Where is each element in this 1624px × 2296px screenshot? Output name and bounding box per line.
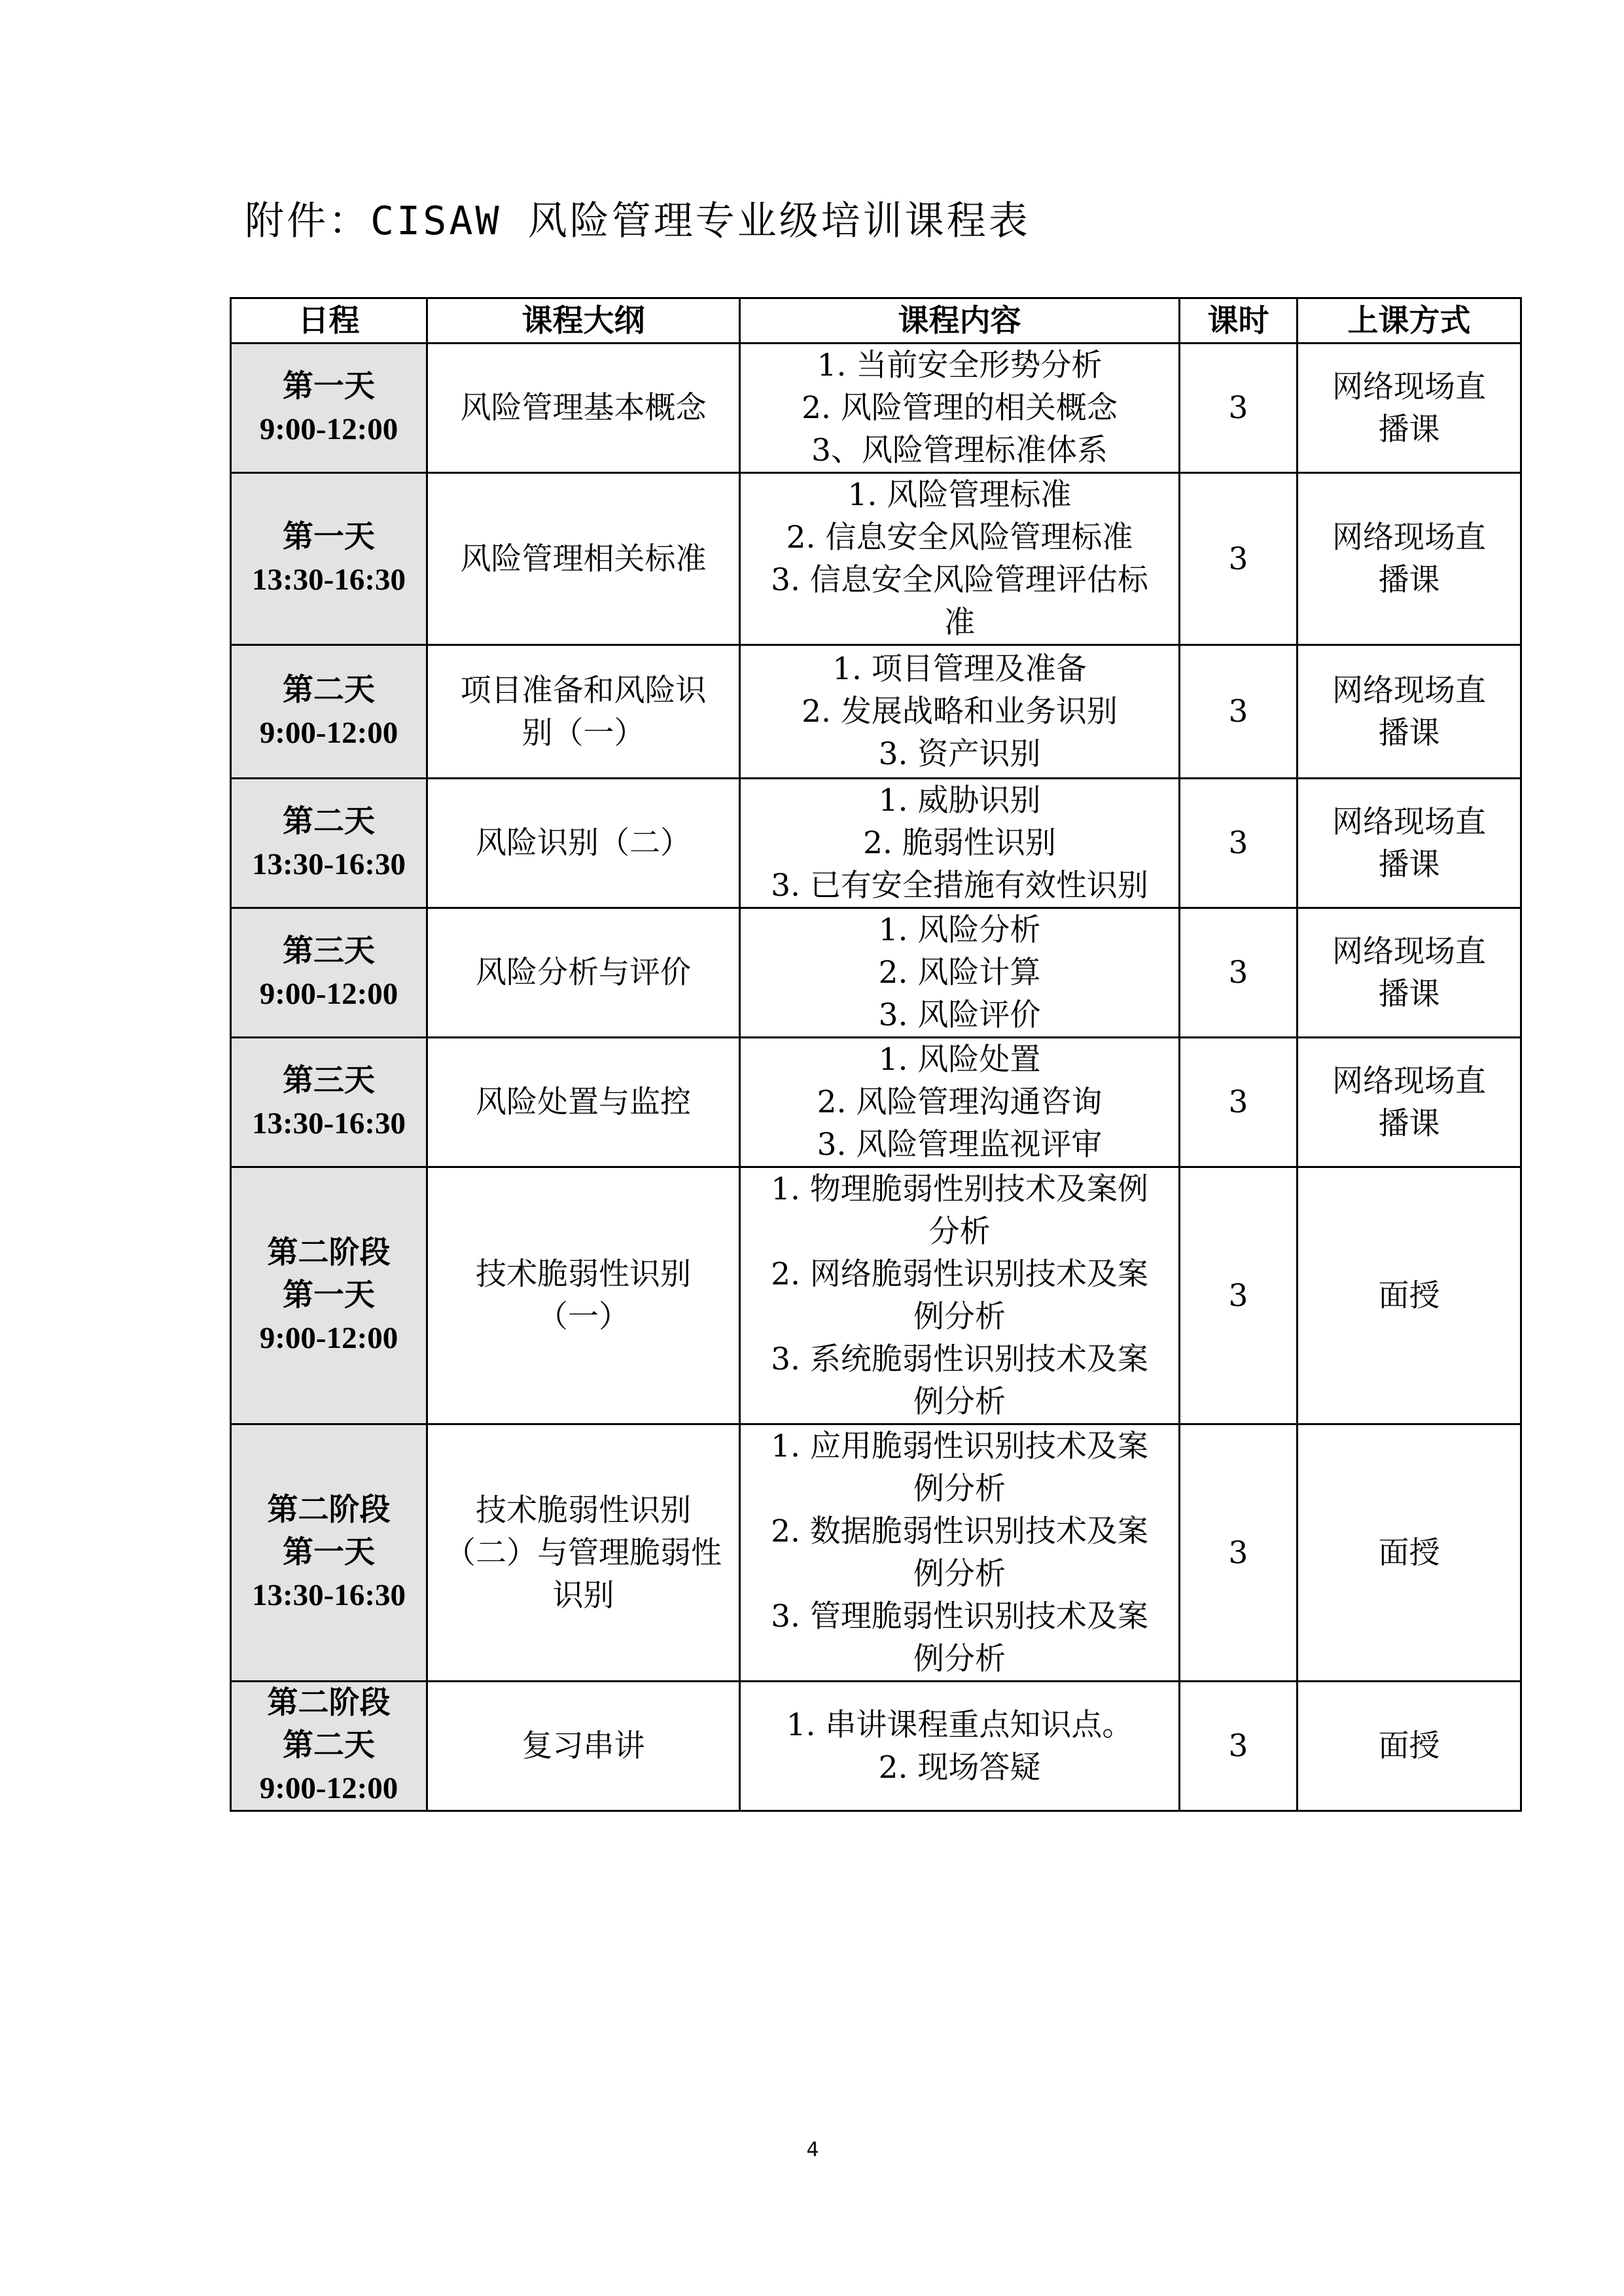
- header-content: 课程内容: [740, 298, 1180, 344]
- outline-text: （一）: [537, 1299, 629, 1335]
- content-item: 1. 威胁识别: [878, 783, 1041, 819]
- mode-text: 播课: [1378, 715, 1440, 751]
- outline-text: 项目准备和风险识: [460, 672, 707, 709]
- content-item: 分析: [928, 1214, 991, 1250]
- mode-cell: [1297, 908, 1521, 1038]
- day-cell: [231, 645, 427, 779]
- time-label: 9:00-12:00: [259, 1320, 398, 1355]
- day-label: 第三天: [283, 934, 375, 968]
- content-item: 2. 风险管理沟通咨询: [817, 1084, 1103, 1120]
- content-cell: [740, 908, 1180, 1038]
- day-cell: [231, 908, 427, 1038]
- outline-text: 别（一）: [521, 715, 645, 751]
- table-row: [231, 908, 1521, 1038]
- content-item: 3. 风险管理监视评审: [817, 1127, 1103, 1163]
- table-row: [231, 473, 1521, 645]
- content-item: 准: [944, 605, 975, 641]
- time-label: 13:30-16:30: [252, 1578, 406, 1612]
- time-label: 9:00-12:00: [259, 412, 398, 446]
- day-label: 第一天: [283, 1535, 375, 1570]
- hours-cell: 3: [1180, 645, 1297, 779]
- mode-text: 网络现场直: [1332, 520, 1486, 556]
- content-cell: [740, 779, 1180, 908]
- outline-text: 风险分析与评价: [476, 955, 691, 991]
- mode-text: 网络现场直: [1332, 1063, 1486, 1099]
- hours-cell: 3: [1180, 1682, 1297, 1811]
- table-row: [231, 645, 1521, 779]
- page-title: 附件：CISAW 风险管理专业级培训课程表: [245, 198, 1031, 244]
- hours-cell: 3: [1180, 908, 1297, 1038]
- day-label: 第三天: [283, 1063, 375, 1098]
- time-label: 13:30-16:30: [252, 1106, 406, 1140]
- table-row: [231, 1167, 1521, 1424]
- content-item: 3. 已有安全措施有效性识别: [771, 868, 1148, 904]
- day-cell: [231, 1167, 427, 1424]
- content-cell: [740, 645, 1180, 779]
- outline-cell: [427, 779, 740, 908]
- outline-text: 风险管理相关标准: [460, 540, 707, 577]
- header-hours: 课时: [1180, 298, 1297, 344]
- content-item: 3. 系统脆弱性识别技术及案: [771, 1341, 1148, 1377]
- outline-cell: [427, 908, 740, 1038]
- content-cell: [740, 344, 1180, 473]
- mode-text: 播课: [1378, 976, 1440, 1012]
- table-row: [231, 779, 1521, 908]
- mode-cell: [1297, 645, 1521, 779]
- content-item: 1. 风险管理标准: [847, 477, 1072, 513]
- content-item: 例分析: [913, 1556, 1006, 1592]
- hours-cell: 3: [1180, 473, 1297, 645]
- outline-text: 风险识别（二）: [476, 825, 691, 861]
- content-item: 例分析: [913, 1384, 1006, 1420]
- page-number: 4: [806, 2138, 819, 2161]
- time-label: 9:00-12:00: [259, 715, 398, 750]
- content-item: 3、风险管理标准体系: [811, 433, 1108, 468]
- outline-text: 技术脆弱性识别: [476, 1256, 691, 1292]
- day-cell: [231, 779, 427, 908]
- table-row: [231, 1038, 1521, 1167]
- mode-text: 网络现场直: [1332, 804, 1486, 840]
- outline-text: 风险处置与监控: [476, 1084, 691, 1120]
- outline-cell: [427, 1038, 740, 1167]
- day-label: 第二天: [283, 673, 375, 707]
- content-item: 2. 风险管理的相关概念: [802, 390, 1118, 426]
- day-label: 第一天: [283, 520, 375, 554]
- table-header-row: [231, 298, 1521, 344]
- content-item: 例分析: [913, 1299, 1006, 1335]
- day-label: 第一天: [283, 1278, 375, 1313]
- mode-text: 播课: [1378, 562, 1440, 598]
- outline-text: 风险管理基本概念: [460, 390, 707, 426]
- time-label: 13:30-16:30: [252, 563, 406, 597]
- stage-label: 第二阶段: [267, 1686, 391, 1720]
- mode-cell: [1297, 473, 1521, 645]
- content-item: 1. 应用脆弱性识别技术及案: [771, 1428, 1148, 1464]
- day-label: 第二天: [283, 1729, 375, 1763]
- mode-text: 面授: [1378, 1728, 1440, 1764]
- outline-text: 复习串讲: [521, 1728, 645, 1764]
- outline-text: 技术脆弱性识别: [476, 1492, 691, 1528]
- outline-cell: [427, 1424, 740, 1682]
- mode-text: 网络现场直: [1332, 672, 1486, 709]
- day-cell: [231, 473, 427, 645]
- outline-text: 识别: [552, 1577, 614, 1614]
- outline-cell: [427, 645, 740, 779]
- hours-cell: 3: [1180, 1038, 1297, 1167]
- content-cell: [740, 473, 1180, 645]
- content-item: 例分析: [913, 1471, 1006, 1507]
- stage-label: 第二阶段: [267, 1235, 391, 1270]
- day-cell: [231, 1682, 427, 1811]
- content-cell: [740, 1424, 1180, 1682]
- outline-cell: [427, 1167, 740, 1424]
- day-label: 第一天: [283, 369, 375, 404]
- mode-text: 网络现场直: [1332, 368, 1486, 405]
- hours-cell: 3: [1180, 1424, 1297, 1682]
- mode-cell: [1297, 1167, 1521, 1424]
- day-cell: [231, 344, 427, 473]
- mode-cell: [1297, 344, 1521, 473]
- outline-cell: [427, 344, 740, 473]
- content-cell: [740, 1682, 1180, 1811]
- mode-text: 网络现场直: [1332, 933, 1486, 970]
- day-cell: [231, 1424, 427, 1682]
- content-item: 3. 管理脆弱性识别技术及案: [771, 1598, 1148, 1634]
- course-schedule-table: [230, 297, 1522, 1812]
- time-label: 13:30-16:30: [252, 847, 406, 881]
- content-item: 1. 串讲课程重点知识点。: [786, 1706, 1133, 1743]
- outline-cell: [427, 1682, 740, 1811]
- mode-text: 播课: [1378, 846, 1440, 883]
- content-cell: [740, 1038, 1180, 1167]
- stage-label: 第二阶段: [267, 1492, 391, 1527]
- day-cell: [231, 1038, 427, 1167]
- table-row: [231, 344, 1521, 473]
- mode-cell: [1297, 1424, 1521, 1682]
- table-row: [231, 1424, 1521, 1682]
- mode-text: 面授: [1378, 1277, 1440, 1314]
- content-item: 1. 风险处置: [878, 1042, 1041, 1078]
- content-item: 1. 物理脆弱性别技术及案例: [771, 1171, 1148, 1207]
- hours-cell: 3: [1180, 344, 1297, 473]
- content-item: 2. 信息安全风险管理标准: [786, 520, 1133, 556]
- content-item: 3. 资产识别: [878, 736, 1041, 772]
- time-label: 9:00-12:00: [259, 976, 398, 1011]
- mode-text: 播课: [1378, 1105, 1440, 1142]
- hours-cell: 3: [1180, 779, 1297, 908]
- content-item: 3. 风险评价: [878, 997, 1041, 1033]
- mode-text: 面授: [1378, 1534, 1440, 1571]
- content-item: 2. 脆弱性识别: [863, 825, 1056, 861]
- content-item: 2. 数据脆弱性识别技术及案: [771, 1513, 1148, 1549]
- content-item: 3. 信息安全风险管理评估标: [771, 562, 1148, 598]
- content-cell: [740, 1167, 1180, 1424]
- content-item: 2. 现场答疑: [878, 1749, 1041, 1786]
- time-label: 9:00-12:00: [259, 1771, 398, 1805]
- outline-text: （二）与管理脆弱性: [445, 1534, 722, 1571]
- content-item: 1. 项目管理及准备: [832, 651, 1087, 687]
- content-item: 2. 发展战略和业务识别: [802, 694, 1118, 730]
- outline-cell: [427, 473, 740, 645]
- day-label: 第二天: [283, 804, 375, 839]
- content-item: 2. 风险计算: [878, 955, 1041, 991]
- header-schedule: 日程: [231, 298, 427, 344]
- mode-cell: [1297, 1038, 1521, 1167]
- mode-cell: [1297, 1682, 1521, 1811]
- mode-text: 播课: [1378, 411, 1440, 448]
- content-item: 例分析: [913, 1641, 1006, 1677]
- content-item: 2. 网络脆弱性识别技术及案: [771, 1256, 1148, 1292]
- header-mode: 上课方式: [1297, 298, 1521, 344]
- content-item: 1. 当前安全形势分析: [817, 347, 1103, 383]
- header-outline: 课程大纲: [427, 298, 740, 344]
- mode-cell: [1297, 779, 1521, 908]
- table-row: [231, 1682, 1521, 1811]
- content-item: 1. 风险分析: [878, 912, 1041, 948]
- hours-cell: 3: [1180, 1167, 1297, 1424]
